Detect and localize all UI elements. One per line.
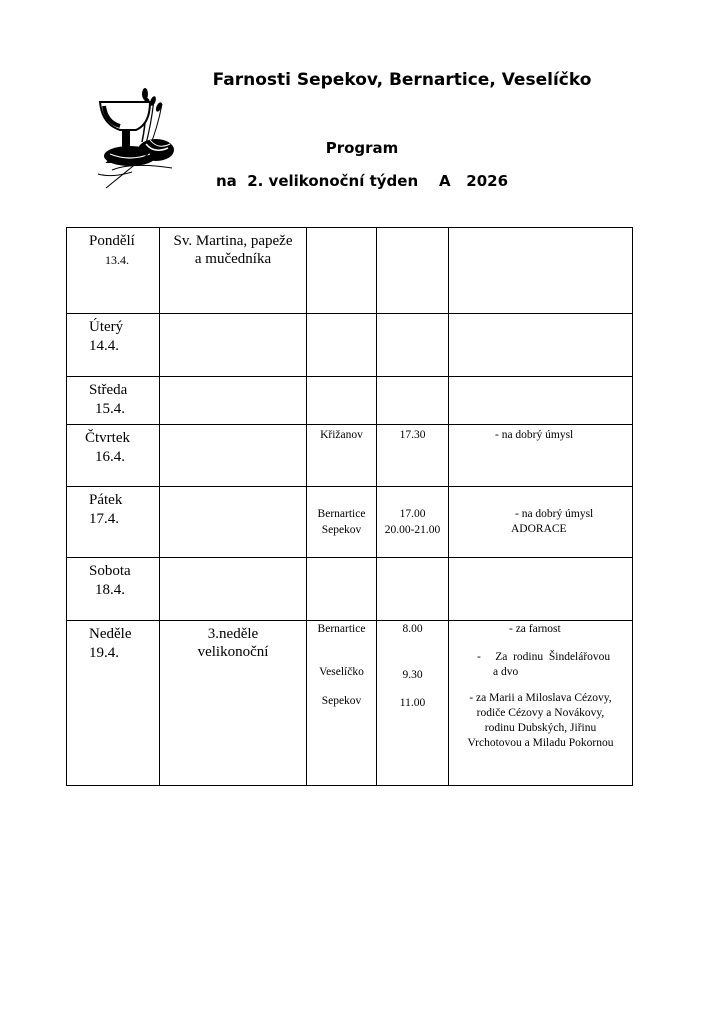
mass-time: 17.00	[399, 508, 426, 520]
intent-cell	[449, 487, 633, 558]
mass-time: 8.00	[402, 623, 423, 635]
day-date: 19.4.	[89, 645, 119, 661]
intention-line: a dvo	[493, 666, 519, 678]
place-cell	[307, 228, 377, 314]
intention-line: rodiče Cézovy a Novákovy,	[476, 707, 605, 719]
time-cell	[377, 377, 449, 425]
week-heading: na 2. velikonoční týden A 2026	[215, 172, 509, 190]
day-date: 17.4.	[89, 511, 119, 527]
day-name: Sobota	[89, 563, 131, 579]
feast-cell	[160, 425, 307, 487]
place-name: Bernartice	[317, 508, 366, 520]
table-row	[67, 314, 633, 377]
intention-line: - za farnost	[509, 623, 561, 635]
intent-cell	[449, 621, 633, 786]
intention-line: Vrchotovou a Miladu Pokornou	[467, 737, 614, 749]
time-cell	[377, 425, 449, 487]
intention-line: - Za rodinu Šindelářovou	[477, 651, 611, 663]
day-name: Úterý	[89, 319, 124, 335]
intent-cell	[449, 377, 633, 425]
intention-line: - na dobrý úmysl	[495, 429, 574, 441]
intent-cell	[449, 314, 633, 377]
day-name: Středa	[89, 382, 128, 398]
feast-line: Sv. Martina, papeže	[173, 233, 293, 249]
table-row	[67, 228, 633, 314]
place-cell	[307, 425, 377, 487]
place-name: Bernartice	[317, 623, 366, 635]
place-name: Veselíčko	[319, 666, 364, 678]
intention-line: rodinu Dubských, Jiřinu	[484, 722, 597, 734]
table-row	[67, 621, 633, 786]
feast-cell	[160, 228, 307, 314]
intent-cell	[449, 558, 633, 621]
mass-time: 9.30	[402, 669, 423, 681]
feast-line: a mučedníka	[194, 251, 272, 267]
feast-line: 3.neděle	[207, 626, 259, 642]
day-date: 14.4.	[89, 338, 119, 354]
place-cell	[307, 558, 377, 621]
day-name: Pátek	[89, 492, 123, 508]
day-name: Neděle	[89, 626, 132, 642]
day-cell	[67, 621, 160, 786]
time-cell	[377, 621, 449, 786]
intent-cell	[449, 228, 633, 314]
program-heading: Program	[325, 139, 399, 157]
day-cell	[67, 425, 160, 487]
day-cell	[67, 487, 160, 558]
mass-time: 17.30	[399, 429, 426, 441]
table-row	[67, 558, 633, 621]
day-name: Pondělí	[89, 233, 135, 249]
place-name: Sepekov	[321, 524, 362, 536]
feast-cell	[160, 314, 307, 377]
time-cell	[377, 314, 449, 377]
place-name: Sepekov	[321, 695, 362, 707]
time-cell	[377, 558, 449, 621]
time-cell	[377, 487, 449, 558]
time-cell	[377, 228, 449, 314]
day-date: 16.4.	[95, 449, 125, 465]
mass-time: 11.00	[399, 697, 426, 709]
table-row	[67, 487, 633, 558]
day-date: 15.4.	[95, 401, 125, 417]
day-cell	[67, 228, 160, 314]
place-cell	[307, 621, 377, 786]
table-row	[67, 425, 633, 487]
page-title: Farnosti Sepekov, Bernartice, Veselíčko	[212, 70, 592, 90]
day-date: 13.4.	[105, 253, 129, 267]
intention-line: ADORACE	[511, 523, 567, 535]
table-row	[67, 377, 633, 425]
day-name: Čtvrtek	[85, 430, 130, 446]
feast-cell	[160, 487, 307, 558]
feast-cell	[160, 621, 307, 786]
place-cell	[307, 487, 377, 558]
intention-line: - na dobrý úmysl	[515, 508, 594, 520]
day-date: 18.4.	[95, 582, 125, 598]
intent-cell	[449, 425, 633, 487]
feast-cell	[160, 377, 307, 425]
feast-line: velikonoční	[197, 644, 269, 660]
day-cell	[67, 377, 160, 425]
day-cell	[67, 558, 160, 621]
schedule-table	[66, 227, 633, 786]
feast-cell	[160, 558, 307, 621]
mass-time: 20.00-21.00	[384, 524, 441, 536]
place-cell	[307, 314, 377, 377]
place-name: Křižanov	[320, 429, 363, 441]
place-cell	[307, 377, 377, 425]
intention-line: - za Marii a Miloslava Cézovy,	[469, 692, 612, 704]
day-cell	[67, 314, 160, 377]
